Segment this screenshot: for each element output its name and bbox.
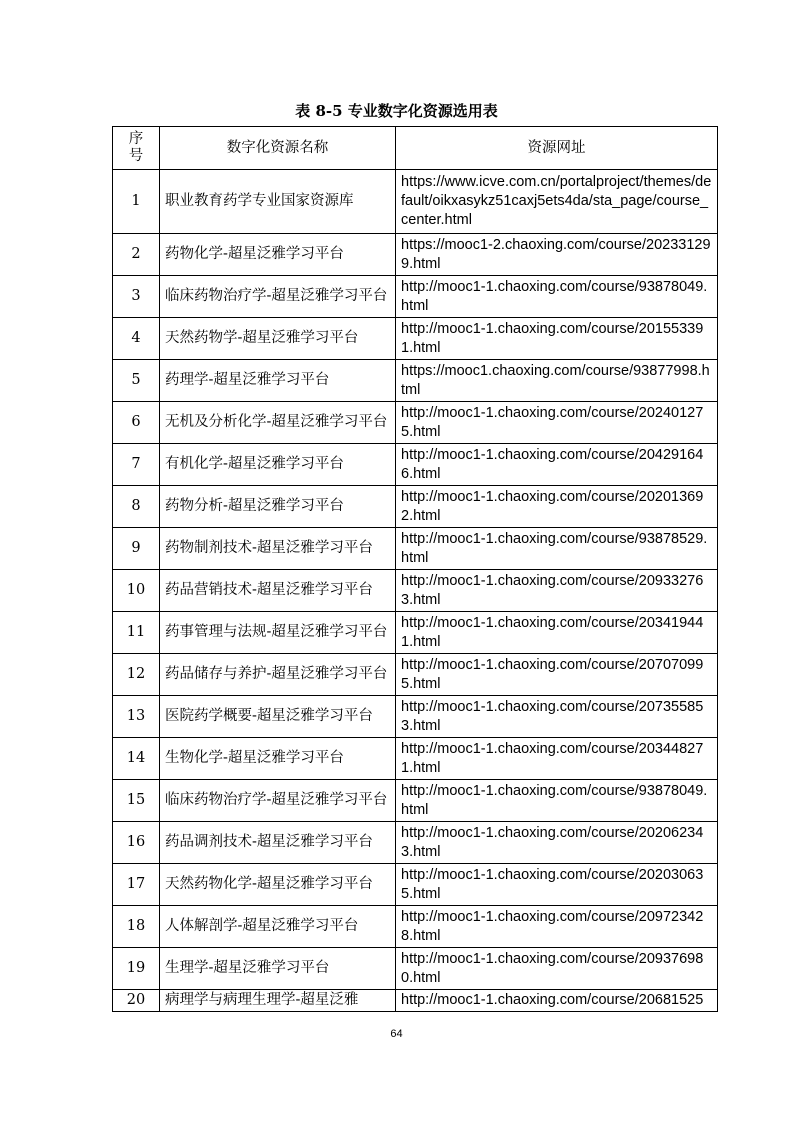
row-name: 临床药物治疗学-超星泛雅学习平台 [160,780,396,822]
table-row [113,234,718,276]
row-no: 3 [113,276,160,318]
row-url[interactable]: http://mooc1-1.chaoxing.com/course/204291646.html [396,444,718,486]
row-no: 2 [113,234,160,276]
row-no: 7 [113,444,160,486]
row-url[interactable]: http://mooc1-1.chaoxing.com/course/202401275.html [396,402,718,444]
table-row [113,822,718,864]
row-name: 药品营销技术-超星泛雅学习平台 [160,570,396,612]
resource-table [112,126,718,1012]
table-row [113,318,718,360]
table-row [113,528,718,570]
row-url[interactable]: http://mooc1-1.chaoxing.com/course/209332763.html [396,570,718,612]
table-row [113,402,718,444]
row-url[interactable]: http://mooc1-1.chaoxing.com/course/209723428.html [396,906,718,948]
row-name: 临床药物治疗学-超星泛雅学习平台 [160,276,396,318]
table-row [113,486,718,528]
row-no: 14 [113,738,160,780]
row-url[interactable]: http://mooc1-1.chaoxing.com/course/202030635.html [396,864,718,906]
row-name: 药物分析-超星泛雅学习平台 [160,486,396,528]
row-no: 1 [113,170,160,234]
row-name: 药品调剂技术-超星泛雅学习平台 [160,822,396,864]
row-name: 无机及分析化学-超星泛雅学习平台 [160,402,396,444]
row-name: 医院药学概要-超星泛雅学习平台 [160,696,396,738]
row-no: 19 [113,948,160,990]
table-header-row [113,127,718,170]
row-no: 20 [113,990,160,1012]
table-row [113,906,718,948]
row-url[interactable]: http://mooc1-1.chaoxing.com/course/203419441.html [396,612,718,654]
row-url[interactable]: http://mooc1-1.chaoxing.com/course/207070995.html [396,654,718,696]
table-row [113,360,718,402]
row-url[interactable]: http://mooc1-1.chaoxing.com/course/20681525 [396,990,718,1012]
row-name: 人体解剖学-超星泛雅学习平台 [160,906,396,948]
header-no: 序号 [113,127,160,170]
row-no: 4 [113,318,160,360]
table-row [113,170,718,234]
row-url[interactable]: http://mooc1-1.chaoxing.com/course/93878529.html [396,528,718,570]
row-name: 天然药物化学-超星泛雅学习平台 [160,864,396,906]
row-name: 天然药物学-超星泛雅学习平台 [160,318,396,360]
row-url[interactable]: https://mooc1-2.chaoxing.com/course/202331299.html [396,234,718,276]
row-no: 6 [113,402,160,444]
row-no: 9 [113,528,160,570]
table-row [113,990,718,1012]
row-url[interactable]: http://mooc1-1.chaoxing.com/course/201553391.html [396,318,718,360]
table-row [113,654,718,696]
row-url[interactable]: http://mooc1-1.chaoxing.com/course/93878049.html [396,276,718,318]
row-no: 8 [113,486,160,528]
row-url[interactable]: http://mooc1-1.chaoxing.com/course/207355853.html [396,696,718,738]
row-no: 10 [113,570,160,612]
row-url[interactable]: https://mooc1.chaoxing.com/course/93877998.html [396,360,718,402]
row-name: 有机化学-超星泛雅学习平台 [160,444,396,486]
table-row [113,276,718,318]
row-name: 药理学-超星泛雅学习平台 [160,360,396,402]
row-no: 17 [113,864,160,906]
table-row [113,738,718,780]
table-row [113,780,718,822]
table-row [113,864,718,906]
table-row [113,570,718,612]
row-no: 11 [113,612,160,654]
row-no: 12 [113,654,160,696]
table-caption: 表 8-5 专业数字化资源选用表 [295,102,498,120]
row-no: 5 [113,360,160,402]
row-name: 生物化学-超星泛雅学习平台 [160,738,396,780]
row-name: 药品储存与养护-超星泛雅学习平台 [160,654,396,696]
table-row [113,444,718,486]
row-no: 13 [113,696,160,738]
row-name: 职业教育药学专业国家资源库 [160,170,396,234]
row-no: 16 [113,822,160,864]
row-url[interactable]: http://mooc1-1.chaoxing.com/course/203448271.html [396,738,718,780]
row-url[interactable]: http://mooc1-1.chaoxing.com/course/202062343.html [396,822,718,864]
row-no: 18 [113,906,160,948]
row-name: 病理学与病理生理学-超星泛雅 [160,990,396,1012]
row-no: 15 [113,780,160,822]
row-name: 生理学-超星泛雅学习平台 [160,948,396,990]
page-number: 64 [390,1028,403,1040]
row-url[interactable]: http://mooc1-1.chaoxing.com/course/209376980.html [396,948,718,990]
row-url[interactable]: http://mooc1-1.chaoxing.com/course/93878049.html [396,780,718,822]
table-row [113,612,718,654]
row-url[interactable]: http://mooc1-1.chaoxing.com/course/202013692.html [396,486,718,528]
header-url: 资源网址 [396,127,718,170]
header-name: 数字化资源名称 [160,127,396,170]
row-name: 药物制剂技术-超星泛雅学习平台 [160,528,396,570]
table-row [113,948,718,990]
table-row [113,696,718,738]
row-name: 药事管理与法规-超星泛雅学习平台 [160,612,396,654]
row-name: 药物化学-超星泛雅学习平台 [160,234,396,276]
row-url[interactable]: https://www.icve.com.cn/portalproject/themes/default/oikxasykz51caxj5ets4da/sta_page/course_center.html [396,170,718,234]
